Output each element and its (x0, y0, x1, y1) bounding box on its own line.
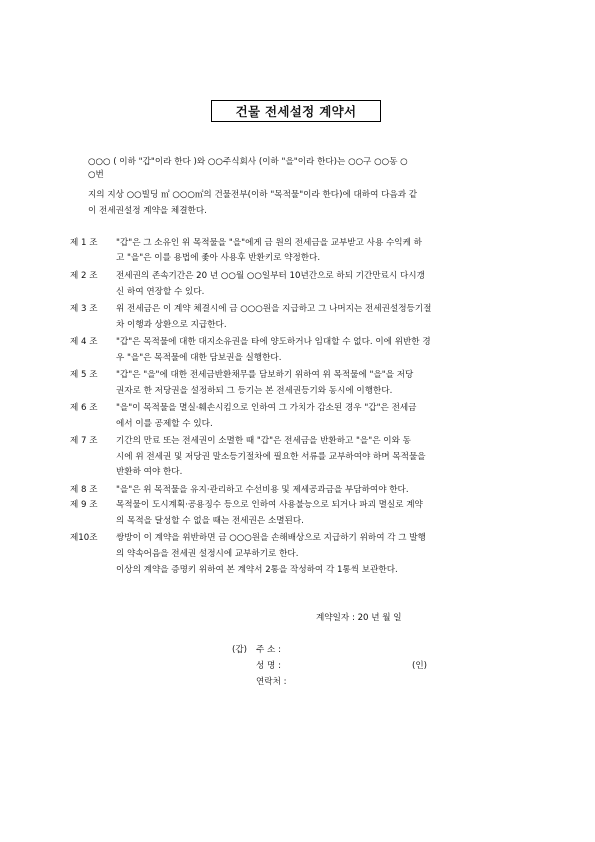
article-line: 시에 위 전세권 및 저당권 말소등기절차에 필요한 서류를 교부하여야 하며 목적물을 (116, 452, 426, 462)
article-label: 제 3 조 (70, 304, 98, 314)
seal-mark: (인) (412, 661, 428, 671)
article-line: 목적물이 도시계획·공용징수 등으로 인하여 사용불능으로 되거나 파괴 멸실로 계약 (116, 500, 423, 510)
article-label: 제10조 (70, 533, 98, 543)
article-label: 제 2 조 (70, 271, 98, 281)
address-label: 주 소 : (256, 645, 281, 655)
article-line: 우 "을"은 목적물에 대한 담보권을 실행한다. (116, 353, 282, 363)
article-line: 이상의 계약을 증명키 위하여 본 계약서 2통을 작성하여 각 1통씩 보관한다. (116, 565, 398, 575)
article-line: 신 하여 연장할 수 있다. (116, 287, 205, 297)
article-label: 제 8 조 (70, 485, 98, 495)
article-line: 전세권의 존속기간은 20 년 ○○월 ○○일부터 10년간으로 하되 기간만료시 다시갱 (116, 271, 425, 281)
article-label: 제 7 조 (70, 436, 98, 446)
article-line: 기간의 만료 또는 전세권이 소멸한 때 "갑"은 전세금을 반환하고 "을"은 이와 동 (116, 436, 411, 446)
contact-label: 연락처 : (256, 677, 287, 687)
article-line: 권자로 한 저당권을 설정하되 그 등기는 본 전세권등기와 동시에 이행한다. (116, 386, 393, 396)
name-label: 성 명 : (256, 661, 281, 671)
preamble-line: 이 전세권설정 계약을 체결한다. (88, 206, 207, 216)
article-line: 고 "을"은 이를 용법에 좇아 사용후 반환키로 약정한다. (116, 253, 321, 263)
article-line: 쌍방이 이 계약을 위반하면 금 ○○○원을 손해배상으로 지급하기 위하여 각 그 발행 (116, 533, 426, 543)
article-line: "갑"은 "을"에 대한 전세금반환채무를 담보하기 위하여 위 목적물에 "을"을 저당 (116, 370, 414, 380)
preamble-line: ○번 (88, 170, 104, 180)
article-line: 에서 이를 공제할 수 있다. (116, 419, 213, 429)
preamble-line: 지의 지상 ○○빌딩 ㎡ ○○○㎡의 건물전부(이하 "목적물"이라 한다)에 대하여 다음과 같 (88, 190, 418, 200)
article-label: 제 1 조 (70, 238, 98, 248)
article-line: "갑"은 목적물에 대한 대지소유권을 타에 양도하거나 임대할 수 없다. 이에 위반한 경 (116, 337, 431, 347)
document-title: 건물 전세설정 계약서 (211, 100, 381, 122)
article-label: 제 6 조 (70, 403, 98, 413)
article-line: 위 전세금은 이 계약 체결시에 금 ○○○원을 지급하고 그 나머지는 전세권설정등기절 (116, 304, 432, 314)
article-line: 의 목적을 달성할 수 없을 때는 전세권은 소멸된다. (116, 516, 304, 526)
article-line: "을"이 목적물을 멸실·훼손시킴으로 인하여 그 가치가 감소된 경우 "갑"은 전세금 (116, 403, 417, 413)
article-label: 제 9 조 (70, 500, 98, 510)
article-label: 제 5 조 (70, 370, 98, 380)
article-line: 반환하 여야 한다. (116, 467, 183, 477)
contract-date: 계약일자 : 20 년 월 일 (316, 613, 402, 623)
article-line: 의 약속어음을 전세권 설정시에 교부하기로 한다. (116, 549, 299, 559)
preamble-line: ○○○ ( 이하 "갑"이라 한다 )와 ○○주식회사 (이하 "을"이라 한다)는 ○○구 ○○동 ○ (88, 157, 408, 167)
article-line: "갑"은 그 소유인 위 목적물을 "을"에게 금 원의 전세금을 교부받고 사용 수익케 하 (116, 238, 422, 248)
article-label: 제 4 조 (70, 337, 98, 347)
article-line: 차 이행과 상환으로 지급한다. (116, 320, 227, 330)
article-line: "을"은 위 목적물을 유지·관리하고 수선비용 및 제세공과금을 부담하여야 한다. (116, 485, 409, 495)
party-label: (갑) (232, 645, 248, 655)
